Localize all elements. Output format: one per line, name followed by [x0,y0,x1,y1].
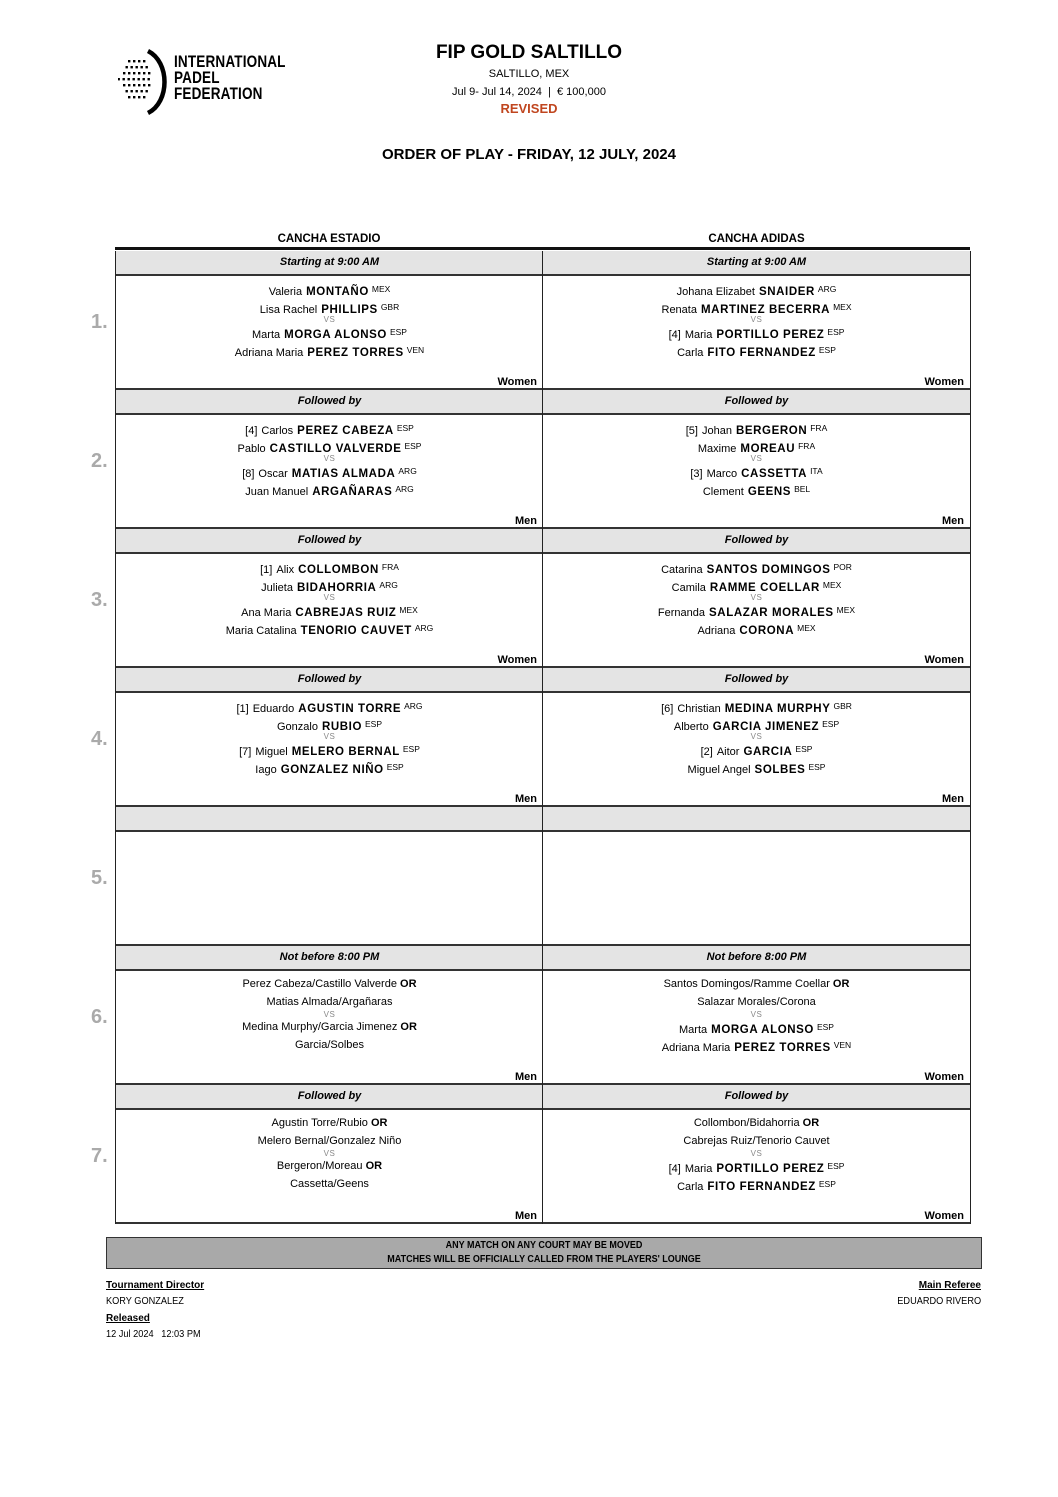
tournament-dates-prize: Jul 9- Jul 14, 2024 | € 100,000 [452,86,606,98]
match-slot [91,390,970,529]
player-last-name: GEENS [747,485,792,498]
tournament-director [106,1280,204,1307]
player-last-name: CASTILLO VALVERDE [269,442,402,455]
player-nationality: GBR [380,301,400,312]
player-last-name: PEREZ TORRES [734,1041,831,1054]
category-label: Women [497,654,537,666]
player-nationality: ESP [818,344,836,355]
team-pair: Melero Bernal/Gonzalez Niño [257,1134,402,1147]
category-label: Men [515,1210,537,1222]
player-nationality: ITA [810,466,823,476]
team-pair: Salazar Morales/Corona [697,995,816,1008]
player-nationality: ARG [817,284,837,294]
match-cell-cancha-adidas [542,251,971,390]
player-last-name: MEDINA MURPHY [724,703,831,715]
match-body [543,554,970,668]
player-nationality: ESP [402,744,420,754]
match-lines [543,281,970,359]
match-lines [116,976,543,1054]
match-cell-cancha-adidas [542,807,971,946]
category-label: Women [497,376,537,388]
versus-label: VS [750,1149,763,1158]
notice-line-2: MATCHES WILL BE OFFICIALLY CALLED FROM THE PLAYERS' LOUNGE [387,1254,701,1265]
start-time-bar: Not before 8:00 PM [116,946,543,971]
start-time-bar: Not before 8:00 PM [543,946,970,971]
match-lines [116,559,543,637]
start-time-bar: Followed by [116,1085,543,1110]
slot-number: 7. [91,1145,108,1167]
match-lines [543,698,970,776]
match-body [116,971,543,1085]
match-slot [91,1085,970,1224]
player-last-name: GARCIA [743,746,793,758]
player-last-name: GONZALEZ NIÑO [280,763,384,776]
player-nationality: POR [833,562,852,572]
slot-number: 2. [91,450,108,472]
match-body [543,832,970,946]
or-label: OR [365,1160,383,1172]
player-first-name: Maxime [697,442,737,455]
player-seed: [4] [668,329,681,341]
slot-number: 6. [91,1006,108,1028]
player-first-name: Miguel Angel [687,763,751,776]
versus-label: VS [323,732,336,741]
federation-name: INTERNATIONAL PADEL FEDERATION [174,53,286,103]
player-last-name: MATIAS ALMADA [291,468,396,480]
match-cell-cancha-estadio [115,251,543,390]
player-nationality: ESP [404,440,422,451]
versus-label: VS [323,593,336,602]
player-last-name: PORTILLO PEREZ [716,1163,825,1175]
player-last-name: FITO FERNANDEZ [707,1180,816,1193]
player-last-name: CASSETTA [741,468,808,480]
player-first-name: Gonzalo [276,720,318,733]
category-label: Women [924,1071,964,1083]
match-cell-cancha-adidas [542,668,971,807]
player-first-name: Marta [679,1024,708,1036]
player-seed: [7] [239,746,252,758]
player-line [116,438,543,456]
player-first-name: Aitor [716,746,740,758]
player-nationality: ESP [795,744,813,754]
match-lines [116,698,543,776]
player-first-name: Adriana [697,624,736,637]
player-line [543,602,970,620]
player-nationality: ESP [386,761,404,772]
player-first-name: Johana Elizabet [676,286,755,298]
player-line [543,1019,970,1037]
player-line [116,481,543,499]
order-of-play-title: ORDER OF PLAY - FRIDAY, 12 JULY, 2024 [381,146,676,163]
player-line [116,299,543,317]
player-seed: [1] [236,703,249,715]
match-body [116,276,543,390]
team-pair: Matias Almada/Argañaras [266,995,393,1008]
category-label: Women [924,654,964,666]
match-lines [543,559,970,637]
start-time-bar: Starting at 9:00 AM [116,251,543,276]
team-option-line [116,1115,543,1133]
player-first-name: Marta [252,329,281,341]
player-line [116,741,543,759]
player-first-name: Julieta [261,581,293,594]
match-lines [543,1115,970,1193]
player-last-name: CORONA [739,624,795,637]
player-first-name: Carlos [261,425,294,437]
player-first-name: Oscar [258,468,288,480]
player-line [543,420,970,438]
match-body [116,832,543,946]
team-option-line [116,994,543,1012]
category-label: Men [515,1071,537,1083]
match-body [116,1110,543,1224]
match-body [116,693,543,807]
or-label: OR [400,978,417,990]
player-last-name: GARCIA JIMENEZ [712,720,820,733]
player-nationality: MEX [836,605,856,615]
team-pair: Cabrejas Ruiz/Tenorio Cauvet [683,1134,830,1147]
player-nationality: ESP [827,1161,845,1171]
versus-label: VS [750,454,763,463]
player-line [116,602,543,620]
player-last-name: PEREZ CABEZA [297,425,394,437]
match-body [543,415,970,529]
player-last-name: SALAZAR MORALES [709,607,834,619]
slot-number: 3. [91,589,108,611]
director-name: KORY GONZALEZ [106,1296,184,1307]
player-seed: [8] [242,468,255,480]
player-last-name: PHILLIPS [321,303,378,316]
player-nationality: ESP [827,327,845,337]
player-first-name: Catarina [661,564,703,576]
player-last-name: MARTINEZ BECERRA [700,303,831,316]
player-line [543,281,970,299]
match-cell-cancha-estadio [115,390,543,529]
team-option-line [116,1133,543,1151]
start-time-bar [543,807,970,832]
player-nationality: ARG [404,701,423,711]
player-first-name: Johan [701,425,732,437]
team-pair: Santos Domingos/Ramme Coellar [663,978,830,990]
director-label: Tournament Director [106,1280,205,1291]
player-first-name: Ana Maria [241,607,292,619]
player-last-name: ARGAÑARAS [312,485,393,498]
team-pair: Perez Cabeza/Castillo Valverde [242,978,397,990]
player-last-name: AGUSTIN TORRE [298,703,402,715]
player-line [543,1158,970,1176]
versus-label: VS [323,1010,336,1019]
versus-label: VS [750,315,763,324]
team-pair: Garcia/Solbes [294,1038,365,1051]
player-first-name: Eduardo [252,703,295,715]
match-slot [91,668,970,807]
player-seed: [4] [245,425,258,437]
player-first-name: Christian [677,703,721,715]
player-seed: [3] [690,468,703,480]
notice-banner [106,1237,982,1269]
start-time-bar: Followed by [116,529,543,554]
player-last-name: RUBIO [321,720,363,733]
player-seed: [5] [685,425,698,437]
player-line [116,281,543,299]
revised-label: REVISED [500,101,558,116]
player-nationality: VEN [833,1039,852,1050]
player-line [543,759,970,777]
player-first-name: Adriana Maria [234,346,304,359]
player-nationality: ESP [822,718,840,729]
player-line [116,342,543,360]
team-pair: Bergeron/Moreau [276,1160,363,1172]
team-option-line [116,976,543,994]
player-nationality: ESP [396,423,414,433]
team-option-line [543,994,970,1012]
category-label: Men [515,793,537,805]
player-line [543,1037,970,1055]
player-nationality: GBR [833,701,852,711]
player-last-name: MORGA ALONSO [284,329,387,341]
match-cell-cancha-adidas [542,529,971,668]
team-option-line [116,1019,543,1037]
player-first-name: Camila [671,581,706,594]
player-first-name: Maria Catalina [225,624,297,637]
table-top-rule [115,247,970,250]
player-line [543,577,970,595]
player-nationality: MEX [797,622,816,633]
match-body [116,554,543,668]
player-line [116,463,543,481]
versus-label: VS [323,1149,336,1158]
player-first-name: Maria [684,329,713,341]
player-line [543,698,970,716]
player-first-name: Maria [684,1163,713,1175]
match-body [543,1110,970,1224]
player-line [543,620,970,638]
tournament-title: FIP GOLD SALTILLO [435,42,623,63]
court-header-estadio: CANCHA ESTADIO [277,233,381,245]
player-line [116,324,543,342]
player-first-name: Adriana Maria [661,1041,731,1054]
start-time-bar: Followed by [116,668,543,693]
player-line [543,481,970,499]
player-first-name: Alix [276,564,295,576]
slot-number: 5. [91,867,108,889]
player-last-name: PEREZ TORRES [307,346,404,359]
team-pair: Cassetta/Geens [290,1177,369,1190]
player-nationality: ARG [395,483,414,494]
start-time-bar: Starting at 9:00 AM [543,251,970,276]
player-first-name: Miguel [255,746,288,758]
match-lines [543,420,970,498]
team-pair: Collombon/Bidahorria [693,1117,800,1129]
player-last-name: CABREJAS RUIZ [295,607,397,619]
team-pair: Medina Murphy/Garcia Jimenez [242,1021,398,1033]
match-cell-cancha-estadio [115,668,543,807]
player-nationality: FRA [810,423,828,433]
player-seed: [2] [700,746,713,758]
player-last-name: TENORIO CAUVET [300,624,412,637]
player-line [116,698,543,716]
versus-label: VS [750,1010,763,1019]
player-line [543,741,970,759]
player-nationality: ESP [808,761,826,772]
team-option-line [116,1037,543,1055]
main-referee [890,1280,981,1307]
player-last-name: MORGA ALONSO [711,1024,814,1036]
released-value: 12 Jul 2024 12:03 PM [106,1329,201,1340]
player-last-name: PORTILLO PEREZ [716,329,825,341]
player-line [543,299,970,317]
match-cell-cancha-estadio [115,946,543,1085]
player-nationality: MEX [399,605,418,615]
player-nationality: ARG [398,466,417,476]
versus-label: VS [750,593,763,602]
category-label: Women [924,376,964,388]
player-first-name: Valeria [268,286,303,298]
match-lines [543,976,970,1054]
player-last-name: MONTAÑO [306,286,369,298]
player-seed: [1] [260,564,273,576]
referee-label: Main Referee [918,1280,981,1291]
or-label: OR [802,1117,820,1129]
player-last-name: SOLBES [754,763,806,776]
category-label: Men [942,515,964,527]
player-first-name: Lisa Rachel [259,303,318,316]
start-time-bar: Followed by [543,1085,970,1110]
match-lines [116,281,543,359]
player-last-name: MOREAU [740,442,796,455]
player-line [116,620,543,638]
team-option-line [116,1176,543,1194]
player-nationality: VEN [406,344,425,355]
category-label: Men [942,793,964,805]
versus-label: VS [323,454,336,463]
player-last-name: SANTOS DOMINGOS [706,564,831,576]
player-line [116,759,543,777]
match-slot [91,251,970,390]
released-label: Released [106,1313,150,1324]
versus-label: VS [323,315,336,324]
player-seed: [6] [661,703,674,715]
player-first-name: Juan Manuel [245,485,309,498]
player-nationality: ESP [818,1178,836,1189]
team-option-line [543,976,970,994]
player-first-name: Marco [706,468,738,480]
match-body [543,693,970,807]
match-cell-cancha-adidas [542,946,971,1085]
match-body [543,971,970,1085]
player-last-name: SNAIDER [758,286,815,298]
player-line [543,438,970,456]
player-line [116,716,543,734]
player-first-name: Renata [661,303,697,316]
player-nationality: FRA [381,562,399,572]
match-cell-cancha-adidas [542,390,971,529]
player-line [116,577,543,595]
player-first-name: Pablo [237,442,266,455]
player-last-name: BERGERON [735,425,808,437]
start-time-bar: Followed by [543,529,970,554]
player-last-name: COLLOMBON [298,564,379,576]
slot-number: 4. [91,728,108,750]
start-time-bar: Followed by [543,668,970,693]
notice-line-1: ANY MATCH ON ANY COURT MAY BE MOVED [445,1240,643,1251]
match-lines [116,420,543,498]
player-nationality: MEX [822,579,842,590]
player-last-name: BIDAHORRIA [296,581,377,594]
team-option-line [543,1133,970,1151]
player-line [543,559,970,577]
match-body [116,415,543,529]
court-header-adidas: CANCHA ADIDAS [708,233,805,245]
player-line [543,716,970,734]
player-last-name: RAMME COELLAR [709,581,820,594]
player-last-name: MELERO BERNAL [291,746,400,758]
or-label: OR [370,1117,388,1129]
start-time-bar: Followed by [116,390,543,415]
player-line [543,1176,970,1194]
player-nationality: FRA [798,440,816,451]
player-nationality: ESP [816,1022,834,1032]
player-line [543,324,970,342]
player-line [116,559,543,577]
player-nationality: ESP [389,327,407,337]
player-line [543,463,970,481]
match-slot [91,807,970,946]
player-nationality: ARG [379,579,398,590]
start-time-bar: Followed by [543,390,970,415]
player-line [116,420,543,438]
team-pair: Agustin Torre/Rubio [271,1117,368,1129]
match-cell-cancha-estadio [115,807,543,946]
or-label: OR [832,978,850,990]
player-first-name: Fernanda [657,607,706,619]
match-lines [116,1115,543,1193]
match-slot [91,946,970,1085]
player-nationality: MEX [833,301,852,312]
match-cell-cancha-estadio [115,1085,543,1224]
player-nationality: ESP [365,718,383,729]
player-first-name: Carla [677,1180,704,1193]
player-first-name: Clement [702,485,744,498]
or-label: OR [400,1021,417,1033]
match-slot [91,529,970,668]
player-nationality: ARG [414,622,434,633]
category-label: Women [924,1210,964,1222]
player-seed: [4] [668,1163,681,1175]
player-first-name: Alberto [673,720,709,733]
player-nationality: MEX [371,284,391,294]
player-line [543,342,970,360]
match-body [543,276,970,390]
versus-label: VS [750,732,763,741]
player-last-name: FITO FERNANDEZ [707,346,816,359]
category-label: Men [515,515,537,527]
player-first-name: Carla [677,346,704,359]
player-nationality: BEL [794,483,811,494]
player-first-name: Iago [255,763,277,776]
referee-name: EDUARDO RIVERO [897,1296,981,1307]
tournament-location: SALTILLO, MEX [488,68,570,80]
slot-number: 1. [91,311,108,333]
team-option-line [543,1115,970,1133]
match-cell-cancha-estadio [115,529,543,668]
released-info [106,1313,209,1340]
team-option-line [116,1158,543,1176]
start-time-bar [116,807,543,832]
match-cell-cancha-adidas [542,1085,971,1224]
